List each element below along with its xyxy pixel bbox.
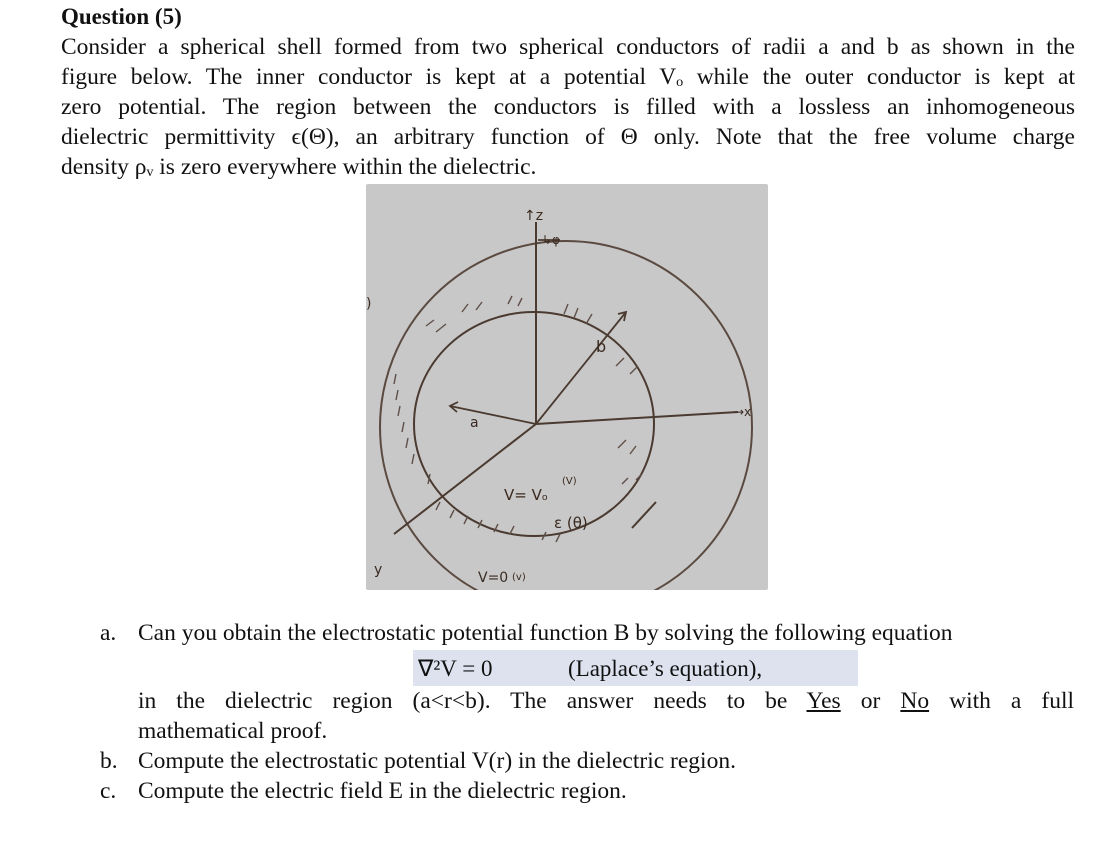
answer-yes: Yes — [806, 688, 841, 714]
radius-a-line — [450, 406, 536, 424]
part-a-cont-post: with a full — [949, 688, 1075, 714]
part-a-continuation-2: mathematical proof. — [138, 718, 328, 744]
answer-no: No — [900, 688, 930, 714]
label-left-mark: ) — [366, 296, 372, 312]
laplace-equation-note: (Laplace’s equation), — [568, 656, 763, 681]
intro-line-5: density ρᵥ is zero everywhere within the dielectric. — [61, 154, 537, 180]
part-a-text: Can you obtain the electrostatic potential function B by solving the following equation — [138, 620, 953, 646]
label-outer-potential-sup: (v) — [512, 572, 526, 583]
label-z: ↑z — [524, 208, 544, 224]
intro-line-2: figure below. The inner conductor is kept at a potential Vₒ while the outer conductor is kept at — [61, 64, 1075, 90]
outer-conductor-circle — [380, 241, 752, 590]
part-c-text: Compute the electric field E in the dielectric region. — [138, 778, 627, 804]
intro-line-1: Consider a spherical shell formed from two spherical conductors of radii a and b as shown in the — [61, 34, 1075, 60]
part-a-cont-pre: in the dielectric region (a<r<b). The answer needs to be — [138, 688, 788, 714]
part-b-text: Compute the electrostatic potential V(r) in the dielectric region. — [138, 748, 736, 774]
figure-sketch — [366, 184, 768, 590]
question-parts — [60, 618, 1074, 806]
label-permittivity: ε (θ) — [554, 514, 588, 532]
part-a-label: a. — [100, 620, 117, 646]
part-a — [60, 618, 1074, 648]
question-intro — [61, 32, 1075, 182]
part-b-label: b. — [100, 748, 118, 774]
part-a-continuation-1 — [60, 686, 1074, 716]
label-y: y — [374, 562, 383, 578]
question-title: Question (5) — [61, 4, 182, 29]
x-axis — [536, 412, 738, 424]
dielectric-pointer — [632, 502, 656, 528]
intro-line-3: zero potential. The region between the conductors is filled with a lossless an inhomogeneous — [61, 94, 1075, 120]
laplace-equation: ∇²V = 0 — [418, 656, 493, 681]
laplace-equation-row — [413, 650, 858, 686]
part-c-label: c. — [100, 778, 117, 804]
label-outer-potential: V=0 — [478, 570, 509, 586]
part-c — [60, 776, 1074, 806]
label-phi: ↳φ — [542, 233, 560, 247]
label-inner-potential: V= Vₒ — [504, 486, 549, 504]
label-b: b — [596, 337, 607, 356]
intro-line-4: dielectric permittivity ϵ(Θ), an arbitrary function of Θ only. Note that the free volume charge — [61, 124, 1075, 150]
radius-b-line — [536, 312, 626, 424]
label-a: a — [470, 415, 479, 431]
spherical-shell-figure — [366, 184, 768, 590]
part-b — [60, 746, 1074, 776]
label-inner-potential-sup: (V) — [562, 476, 577, 487]
label-x: →x — [734, 405, 752, 419]
answer-or: or — [860, 688, 881, 714]
